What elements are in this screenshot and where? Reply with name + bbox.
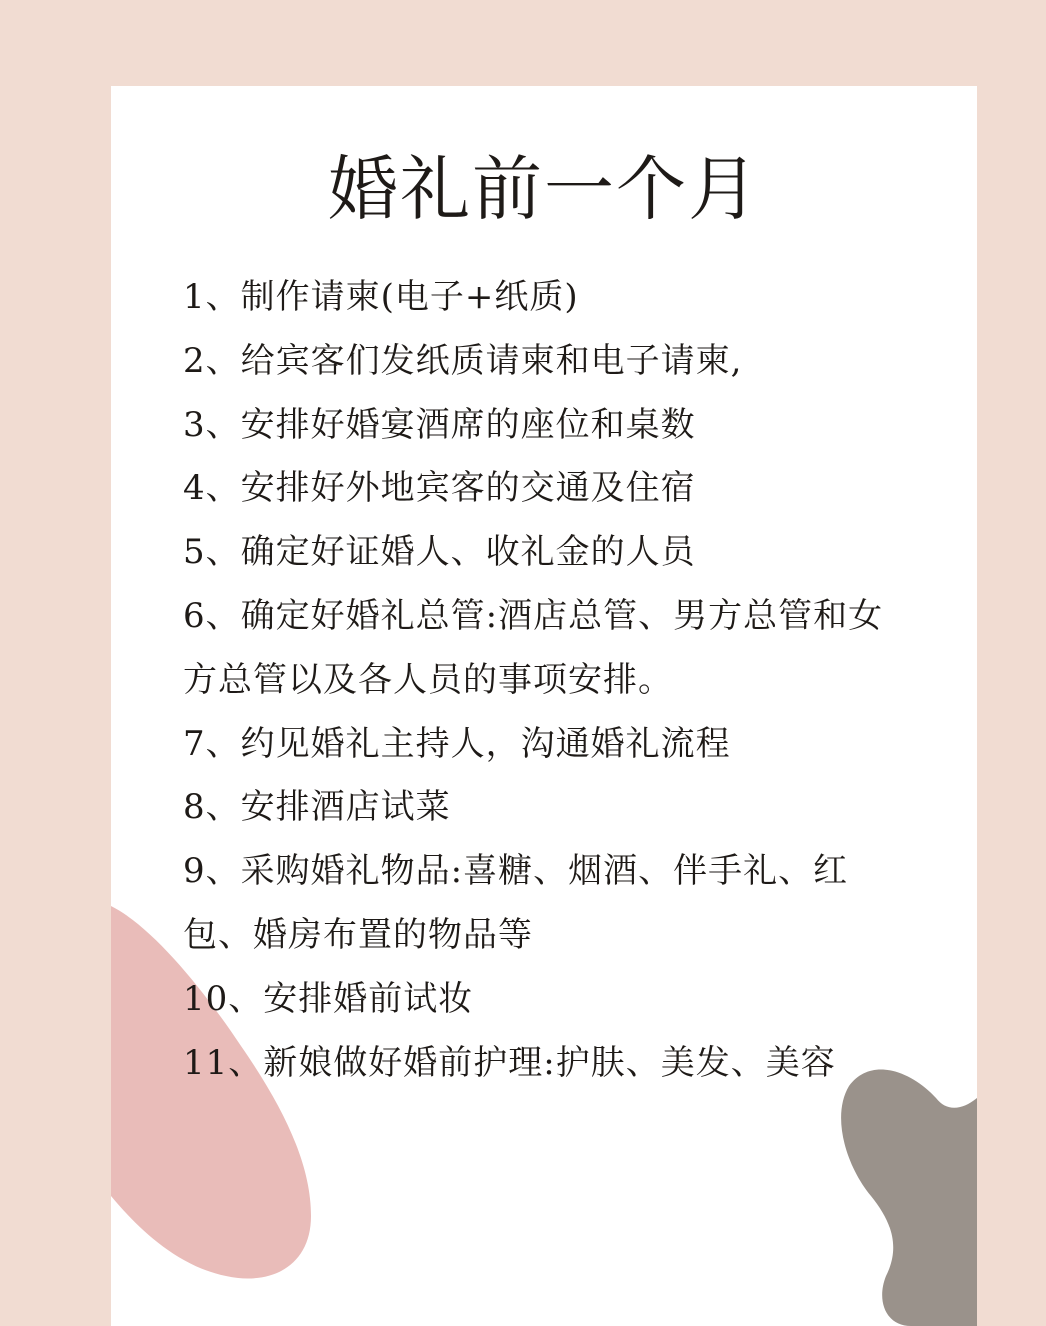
content-card: [111, 86, 977, 1326]
list-item: 8、安排酒店试菜: [183, 787, 451, 828]
list-item: 2、给宾客们发纸质请柬和电子请柬,: [183, 340, 743, 381]
page-title: 婚礼前一个月: [328, 148, 760, 230]
list-item: 6、确定好婚礼总管:酒店总管、男方总管和女方总管以及各人员的事项安排。: [183, 595, 884, 700]
list-item: 5、确定好证婚人、收礼金的人员: [183, 532, 696, 573]
list-item: 10、安排婚前试妆: [183, 978, 474, 1019]
list-item: 4、安排好外地宾客的交通及住宿: [183, 468, 696, 509]
gray-blob: [841, 1069, 977, 1326]
list-item: 3、安排好婚宴酒席的座位和桌数: [183, 404, 696, 445]
checklist: [183, 266, 913, 1095]
list-item: 7、约见婚礼主持人，沟通婚礼流程: [183, 723, 731, 764]
list-item: 1、制作请柬(电子+纸质): [183, 277, 579, 317]
list-item: 11、新娘做好婚前护理:护肤、美发、美容: [183, 1042, 836, 1083]
list-item: 9、采购婚礼物品:喜糖、烟酒、伴手礼、红包、婚房布置的物品等: [183, 851, 849, 955]
